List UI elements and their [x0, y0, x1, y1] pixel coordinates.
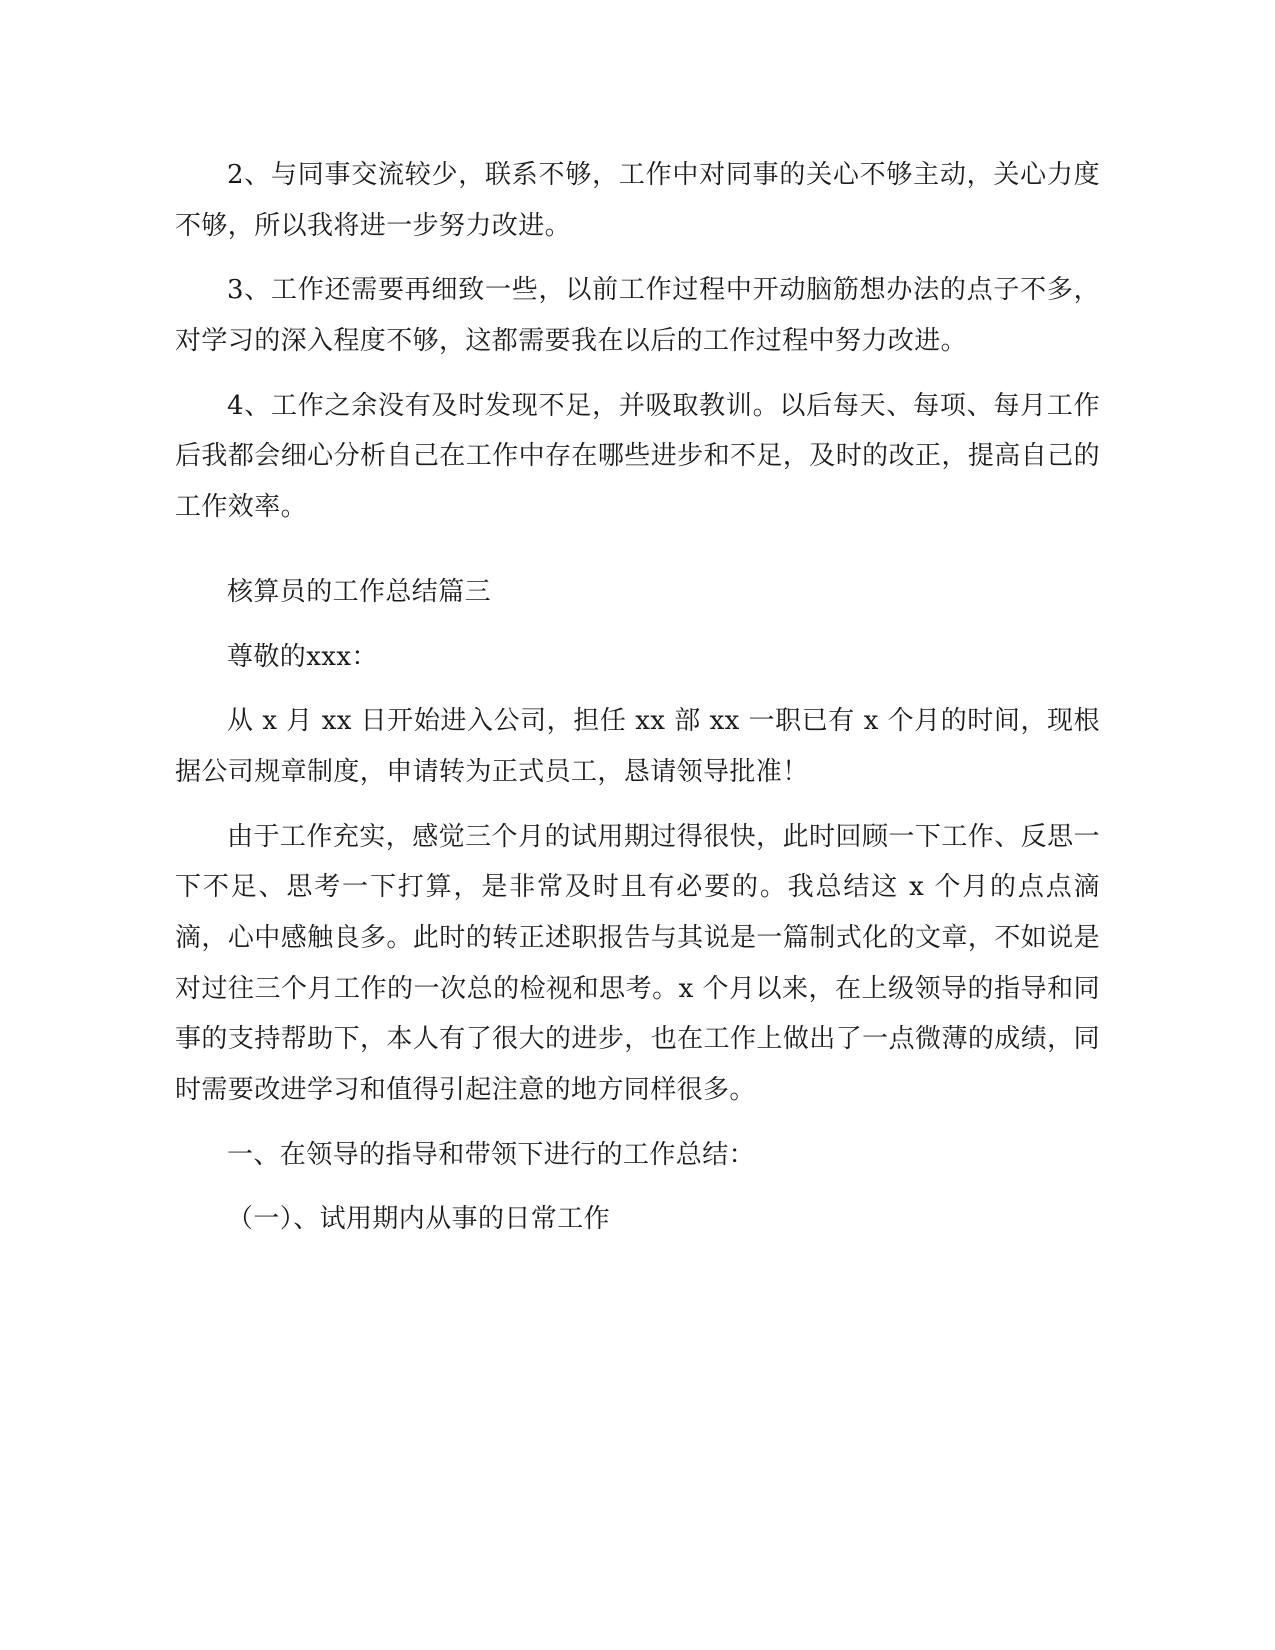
- document-body: [175, 150, 1100, 1245]
- paragraph-item-4: 4、工作之余没有及时发现不足，并吸取教训。以后每天、每项、每月工作后我都会细心分析自己在工作中存在哪些进步和不足，及时的改正，提高自己的工作效率。: [175, 390, 1100, 523]
- section-title: 核算员的工作总结篇三: [227, 576, 492, 607]
- paragraph-intro: 从 x 月 xx 日开始进入公司，担任 xx 部 xx 一职已有 x 个月的时间，现根据公司规章制度，申请转为正式员工，恳请领导批准！: [175, 706, 1100, 787]
- heading-section-one: 一、在领导的指导和带领下进行的工作总结：: [227, 1139, 756, 1170]
- paragraph-item-2: 2、与同事交流较少，联系不够，工作中对同事的关心不够主动，关心力度不够，所以我将进一步努力改进。: [175, 160, 1100, 241]
- paragraph-reflection: 由于工作充实，感觉三个月的试用期过得很快，此时回顾一下工作、反思一下不足、思考一下打算，是非常及时且有必要的。我总结这 x 个月的点点滴滴，心中感触良多。此时的转正述职报告与其说是一篇制式化的文章，不如说是对过往三个月工作的一次总的检视和思考。x 个月以来，在上级领导的指导和同事的支持帮助下，本人有了很大的进步，也在工作上做出了一点微薄的成绩，同时需要改进学习和值得引起注意的地方同样很多。: [175, 821, 1100, 1105]
- heading-subsection-one-a: （一）、试用期内从事的日常工作: [227, 1204, 611, 1235]
- salutation: 尊敬的xxx：: [227, 641, 378, 672]
- paragraph-item-3: 3、工作还需要再细致一些，以前工作过程中开动脑筋想办法的点子不多，对学习的深入程度不够，这都需要我在以后的工作过程中努力改进。: [175, 275, 1100, 357]
